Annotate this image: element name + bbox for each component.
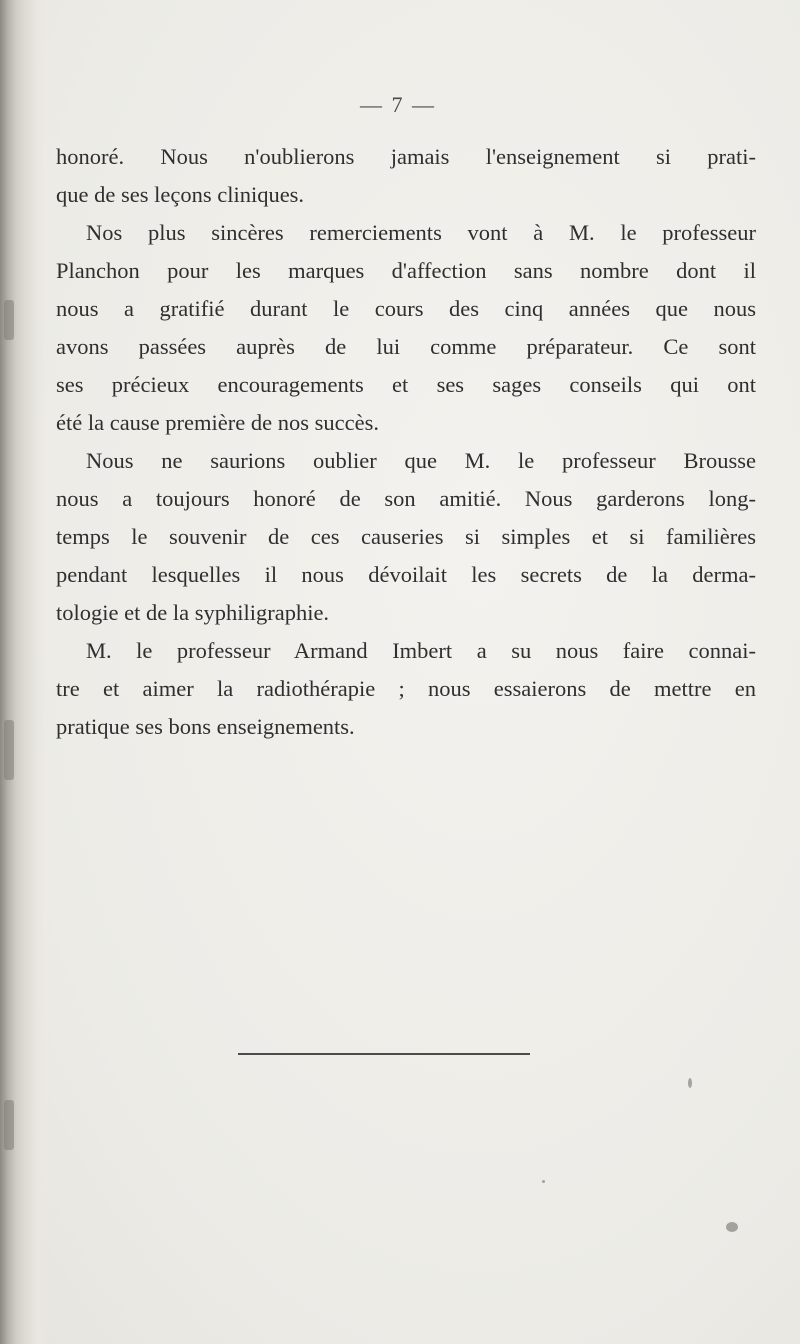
text-line: Nos plus sincères remerciements vont à M. le professeur	[86, 220, 756, 245]
text-line: avons passées auprès de lui comme préparateur. Ce sont	[56, 334, 756, 359]
text-line: nous a gratifié durant le cours des cinq années que nous	[56, 296, 756, 321]
text-line: nous a toujours honoré de son amitié. Nous garderons long-	[56, 486, 756, 511]
text-line: tologie et de la syphiligraphie.	[56, 600, 330, 625]
text-line: pendant lesquelles il nous dévoilait les secrets de la derma-	[56, 562, 756, 587]
page-number: — 7 —	[360, 92, 436, 117]
text-line: tre et aimer la radiothérapie ; nous essaierons de mettre en	[56, 676, 756, 701]
text-line: honoré. Nous n'oublierons jamais l'enseignement si prati-	[56, 144, 756, 169]
text-line: que de ses leçons cliniques.	[56, 182, 305, 207]
section-divider-rule	[238, 1053, 530, 1055]
text-line: Planchon pour les marques d'affection sans nombre dont il	[56, 258, 756, 283]
gutter-speckle	[4, 1100, 14, 1150]
paper-speck	[688, 1078, 692, 1088]
text-line: M. le professeur Armand Imbert a su nous faire connai-	[86, 638, 756, 663]
text-line: pratique ses bons enseignements.	[56, 714, 355, 739]
text-line: été la cause première de nos succès.	[56, 410, 379, 435]
text-line: temps le souvenir de ces causeries si simples et si familières	[56, 524, 756, 549]
paper-speck	[542, 1180, 545, 1183]
gutter-speckle	[4, 720, 14, 780]
gutter-speckle	[4, 300, 14, 340]
text-line: ses précieux encouragements et ses sages conseils qui ont	[56, 372, 756, 397]
paper-speck	[726, 1222, 738, 1232]
text-line: Nous ne saurions oublier que M. le professeur Brousse	[86, 448, 756, 473]
body-text	[56, 138, 756, 746]
